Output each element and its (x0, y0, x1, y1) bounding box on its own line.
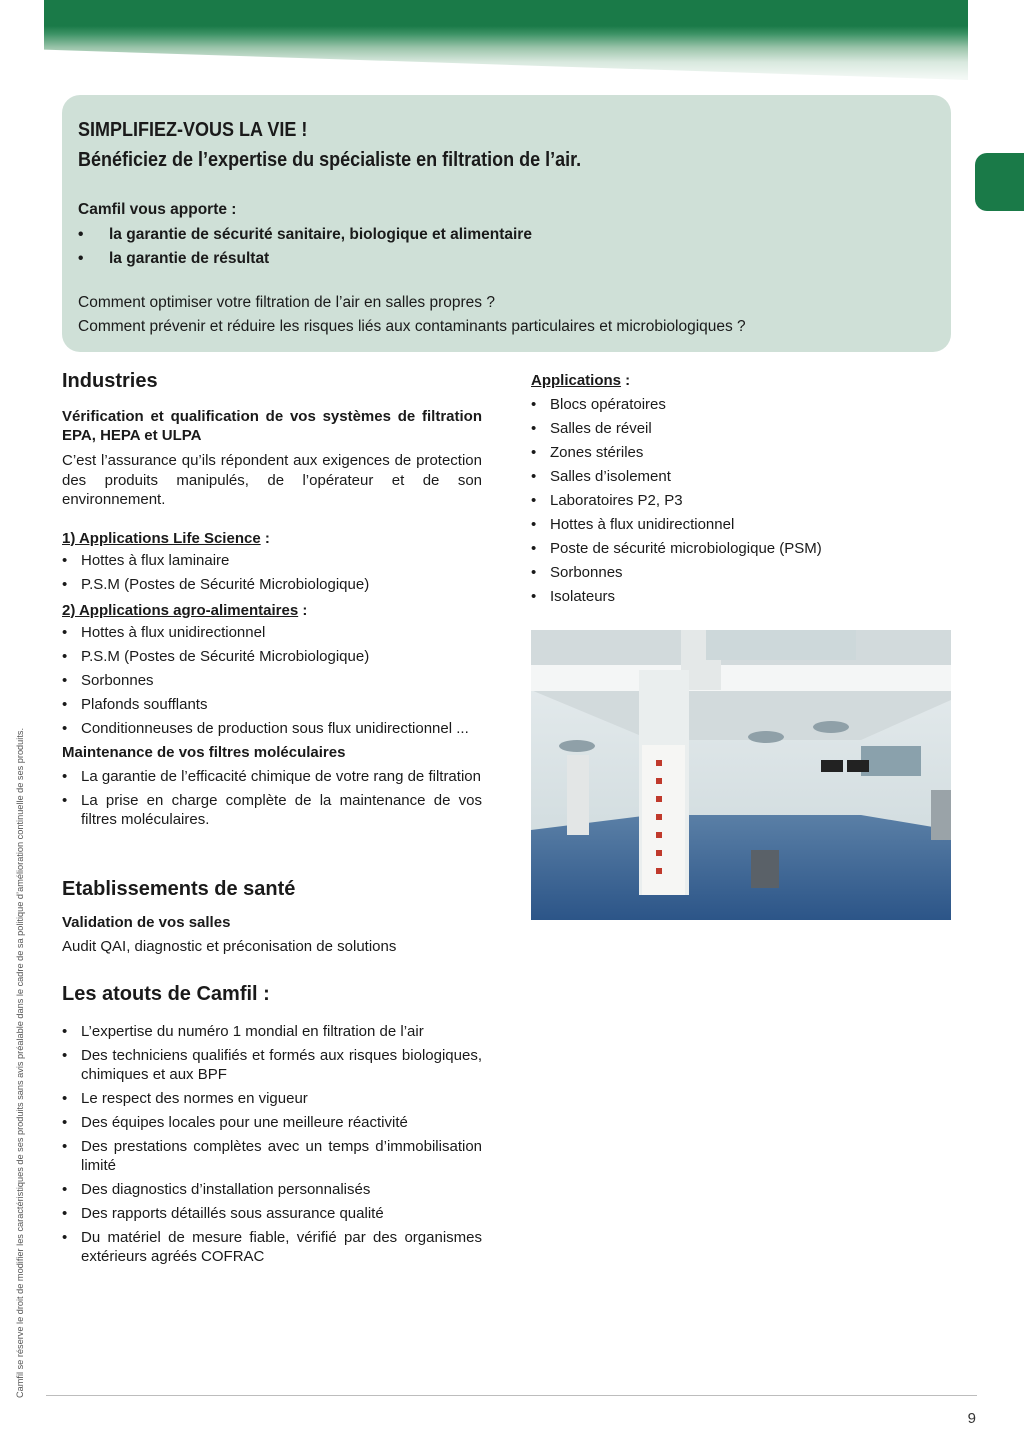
intro-bullet-list (78, 223, 935, 271)
list-item: • Isolateurs (531, 587, 951, 606)
list-item: • Sorbonnes (62, 671, 482, 690)
maintenance-list (62, 767, 482, 829)
operating-room-photo (531, 630, 951, 920)
list-item: • La prise en charge complète de la maintenance de vos filtres moléculaires. (62, 791, 482, 829)
intro-question: Comment prévenir et réduire les risques liés aux contaminants particulaires et microbiologiques ? (78, 318, 746, 335)
atouts-title: Les atouts de Camfil : (62, 983, 270, 1005)
left-column (62, 367, 482, 1271)
list-item: • Salles d’isolement (531, 467, 951, 486)
list-item: • Blocs opératoires (531, 395, 951, 414)
list-item: • Hottes à flux unidirectionnel (62, 623, 482, 642)
intro-bullet: • la garantie de sécurité sanitaire, biologique et alimentaire (78, 223, 935, 247)
intro-title-line2: Bénéficiez de l’expertise du spécialiste en filtration de l’air. (78, 149, 582, 171)
list-item: • Sorbonnes (531, 563, 951, 582)
intro-box (62, 95, 951, 352)
list-item: • Plafonds soufflants (62, 695, 482, 714)
right-column (531, 369, 951, 611)
list-item: • Conditionneuses de production sous flux unidirectionnel ... (62, 719, 482, 738)
industries-subtitle: Vérification et qualification de vos systèmes de filtration EPA, HEPA et ULPA (62, 408, 482, 444)
list-item: • Laboratoires P2, P3 (531, 491, 951, 510)
agro-heading: 2) Applications agro-alimentaires : (62, 601, 308, 619)
intro-question: Comment optimiser votre filtration de l’air en salles propres ? (78, 294, 495, 311)
list-item: • Des diagnostics d’installation personnalisés (62, 1180, 482, 1199)
list-item: • P.S.M (Postes de Sécurité Microbiologique) (62, 647, 482, 666)
list-item: • L’expertise du numéro 1 mondial en filtration de l’air (62, 1022, 482, 1041)
life-science-heading: 1) Applications Life Science : (62, 529, 270, 547)
list-item: • Le respect des normes en vigueur (62, 1089, 482, 1108)
footer-divider (46, 1395, 977, 1396)
industries-title: Industries (62, 370, 158, 392)
list-item: • Du matériel de mesure fiable, vérifié par des organismes extérieurs agréés COFRAC (62, 1228, 482, 1266)
applications-list (531, 395, 951, 606)
list-item: • Hottes à flux unidirectionnel (531, 515, 951, 534)
list-item: • Des rapports détaillés sous assurance qualité (62, 1204, 482, 1223)
list-item: • P.S.M (Postes de Sécurité Microbiologique) (62, 575, 482, 594)
list-item: • La garantie de l’efficacité chimique de votre rang de filtration (62, 767, 482, 786)
life-science-list (62, 551, 482, 594)
list-item: • Des équipes locales pour une meilleure réactivité (62, 1113, 482, 1132)
agro-list (62, 623, 482, 738)
list-item: • Des techniciens qualifiés et formés aux risques biologiques, chimiques et aux BPF (62, 1046, 482, 1084)
health-title: Etablissements de santé (62, 877, 296, 900)
applications-heading: Applications : (531, 372, 631, 389)
list-item: • Poste de sécurité microbiologique (PSM) (531, 539, 951, 558)
page-number: 9 (967, 1410, 976, 1427)
intro-title-line1: SIMPLIFIEZ-VOUS LA VIE ! (78, 119, 308, 141)
list-item: • Hottes à flux laminaire (62, 551, 482, 570)
atouts-list (62, 1022, 482, 1266)
disclaimer-text: Camfil se réserve le droit de modifier les caractéristiques de ses produits sans avis préalable dans le cadre de sa politique d’amélioration continuelle de ses produits. (15, 727, 25, 1398)
list-item: • Salles de réveil (531, 419, 951, 438)
maintenance-heading: Maintenance de vos filtres moléculaires (62, 743, 346, 761)
industries-description: C’est l’assurance qu’ils répondent aux exigences de protection des produits manipulés, de l’opérateur et de son environnement. (62, 452, 482, 508)
side-tab (975, 153, 1024, 211)
intro-bullet: • la garantie de résultat (78, 247, 935, 271)
health-description: Audit QAI, diagnostic et préconisation de solutions (62, 937, 397, 955)
header-band (44, 0, 968, 80)
list-item: • Des prestations complètes avec un temps d’immobilisation limité (62, 1137, 482, 1175)
list-item: • Zones stériles (531, 443, 951, 462)
intro-label: Camfil vous apporte : (78, 201, 237, 218)
health-subtitle: Validation de vos salles (62, 913, 231, 931)
